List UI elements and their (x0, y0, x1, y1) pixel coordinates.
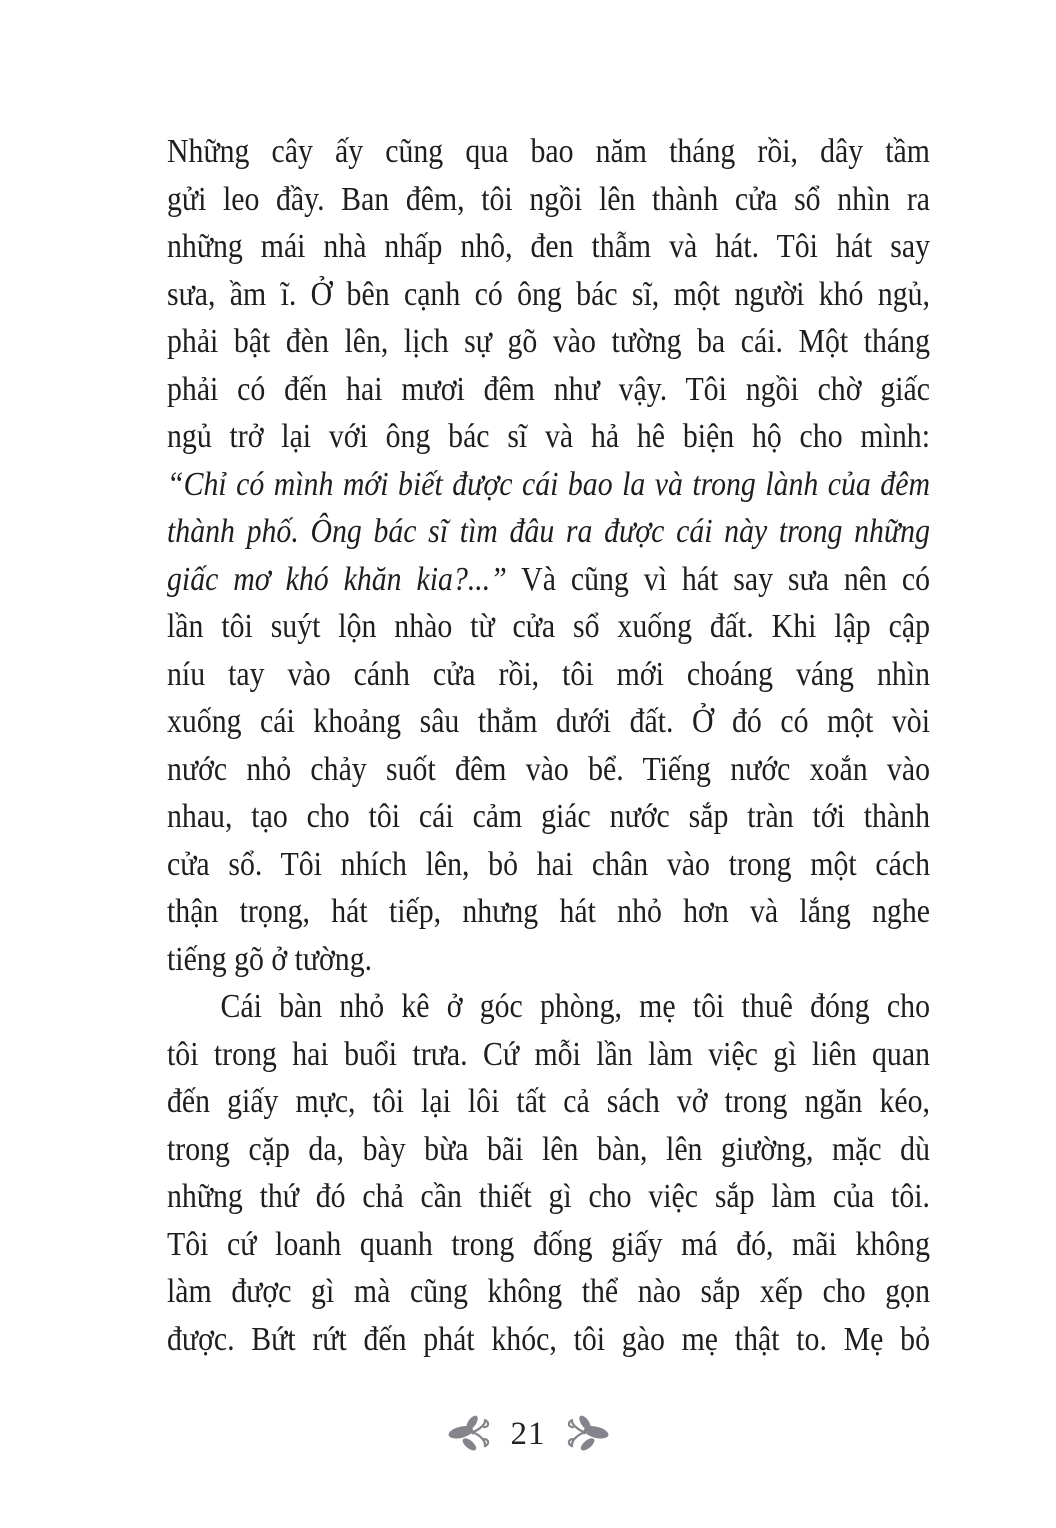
text-line (167, 1316, 930, 1364)
text-line (167, 413, 930, 461)
text-line (167, 1268, 930, 1316)
quoted-italic-text: “Chỉ có mình mới biết được cái bao la và trong lành của đêm (167, 465, 930, 503)
body-text-segment: tôi trong hai buổi trưa. Cứ mỗi lần làm việc gì liên quan (167, 1035, 930, 1073)
body-text-segment: nhau, tạo cho tôi cái cảm giác nước sắp tràn tới thành (167, 798, 930, 835)
leaf-ornament-left-icon (446, 1415, 498, 1453)
body-text-segment: Và cũng vì hát say sưa nên có (506, 560, 930, 598)
text-line (167, 1031, 930, 1079)
quoted-italic-text: thành phố. Ông bác sĩ tìm đâu ra được cái này trong những (167, 513, 930, 550)
body-text-segment: những thứ đó chả cần thiết gì cho việc sắp làm của tôi. (167, 1178, 930, 1215)
body-text-segment: làm được gì mà cũng không thể nào sắp xếp cho gọn (167, 1273, 930, 1310)
text-line (167, 1221, 930, 1269)
body-text-segment: xuống cái khoảng sâu thẳm dưới đất. Ở đó có một vòi (167, 703, 930, 740)
body-text-segment: nước nhỏ chảy suốt đêm vào bể. Tiếng nước xoắn vào (167, 750, 930, 788)
text-line (167, 793, 930, 841)
text-line (167, 318, 930, 366)
body-text-segment: sưa, ầm ĩ. Ở bên cạnh có ông bác sĩ, một người khó ngủ, (167, 275, 930, 313)
text-line (167, 366, 930, 414)
body-text-segment: thận trọng, hát tiếp, nhưng hát nhỏ hơn và lắng nghe (167, 893, 930, 930)
body-text-segment: gửi leo đầy. Ban đêm, tôi ngồi lên thành cửa sổ nhìn ra (167, 180, 930, 218)
body-text-segment: trong cặp da, bày bừa bãi lên bàn, lên giường, mặc dù (167, 1130, 930, 1168)
body-text (167, 128, 1037, 1363)
leaf-ornament-right-icon (559, 1415, 611, 1453)
text-line (167, 223, 930, 271)
text-line (167, 1173, 930, 1221)
body-text-segment: níu tay vào cánh cửa rồi, tôi mới choáng váng nhìn (167, 655, 930, 693)
text-line (167, 1078, 930, 1126)
body-text-segment: ngủ trở lại với ông bác sĩ và hả hê biện hộ cho mình: (167, 418, 930, 455)
text-line (167, 1126, 930, 1174)
text-line (167, 603, 930, 651)
body-text-segment: tiếng gõ ở tường. (167, 940, 373, 978)
text-line (167, 508, 930, 556)
text-line (167, 651, 930, 699)
body-text-segment: Những cây ấy cũng qua bao năm tháng rồi, dây tầm (167, 133, 930, 170)
body-text-segment: cửa sổ. Tôi nhích lên, bỏ hai chân vào trong một cách (167, 845, 930, 883)
text-line (167, 128, 930, 176)
text-line (167, 556, 930, 604)
quoted-italic-text: giấc mơ khó khăn kia?...” (167, 560, 507, 598)
body-text-segment: Cái bàn nhỏ kê ở góc phòng, mẹ tôi thuê đóng cho (220, 988, 930, 1025)
body-text-segment: Tôi cứ loanh quanh trong đống giấy má đó, mãi không (167, 1225, 930, 1263)
text-line (167, 461, 930, 509)
text-line (167, 271, 930, 319)
text-line (167, 983, 930, 1031)
body-text-segment: lần tôi suýt lộn nhào từ cửa sổ xuống đất. Khi lập cập (167, 608, 930, 645)
text-line (167, 841, 930, 889)
text-line (167, 936, 930, 984)
text-line (167, 746, 930, 794)
text-line (167, 698, 930, 746)
body-text-segment: phải có đến hai mươi đêm như vậy. Tôi ngồi chờ giấc (167, 370, 930, 408)
body-text-segment: phải bật đèn lên, lịch sự gõ vào tường ba cái. Một tháng (167, 323, 930, 360)
text-line (167, 888, 930, 936)
page-number: 21 (510, 1415, 546, 1452)
body-text-segment: những mái nhà nhấp nhô, đen thẫm và hát. Tôi hát say (167, 228, 930, 265)
text-line (167, 176, 930, 224)
body-text-segment: được. Bứt rứt đến phát khóc, tôi gào mẹ thật to. Mẹ bỏ (167, 1320, 930, 1358)
body-text-segment: đến giấy mực, tôi lại lôi tất cả sách vở trong ngăn kéo, (167, 1083, 930, 1120)
page-footer (0, 1415, 1056, 1453)
